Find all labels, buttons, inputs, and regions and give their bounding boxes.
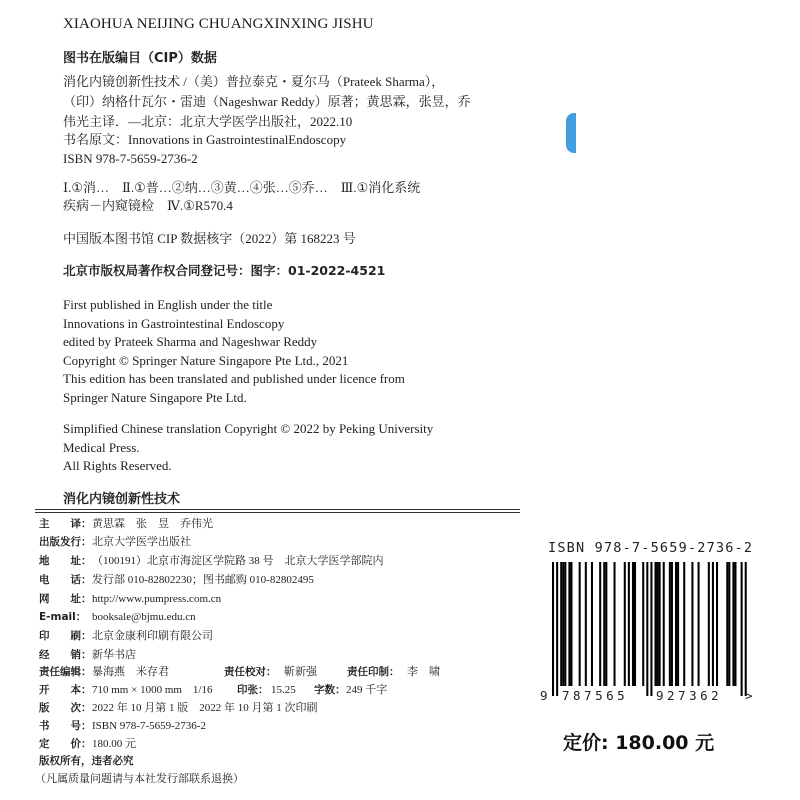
translation-line: All Rights Reserved. (63, 458, 172, 473)
page-edge-tab (566, 113, 576, 153)
translation-line: Medical Press. (63, 439, 140, 455)
barcode-bar (683, 562, 685, 686)
barcode-bar (745, 562, 747, 696)
isbn-barcode (540, 540, 755, 715)
barcode-bar (624, 562, 626, 686)
cip-heading: 图书在版编目（CIP）数据 (63, 51, 217, 66)
barcode-bar (634, 562, 636, 686)
barcode-bar (698, 562, 700, 686)
pub-notice-row: （凡属质量问题请与本社发行部联系退换） (35, 773, 244, 785)
barcode-bar (691, 562, 693, 686)
barcode-bar (677, 562, 679, 686)
english-copyright-block (63, 296, 405, 407)
english-line: This edition has been translated and published under licence from (63, 371, 405, 386)
barcode-bar (579, 562, 581, 686)
barcode-isbn-text: ISBN 978-7-5659-2736-2 (548, 540, 754, 556)
english-line: Springer Nature Singapore Pte Ltd. (63, 389, 247, 405)
translation-line: Simplified Chinese translation Copyright © 2022 by Peking University (63, 421, 434, 436)
barcode-bar (732, 562, 734, 686)
barcode-bar (726, 562, 728, 686)
english-line: Innovations in Gastrointestinal Endoscopy (63, 315, 285, 331)
barcode-bar (712, 562, 714, 686)
barcode-bar (657, 562, 659, 686)
barcode-bars (540, 562, 755, 696)
english-line: First published in English under the title (63, 297, 273, 312)
barcode-bar (570, 562, 572, 686)
barcode-bar (669, 562, 671, 686)
barcode-bar (568, 562, 570, 686)
cip-isbn: ISBN 978-7-5659-2736-2 (63, 151, 198, 166)
barcode-arrow: > (745, 688, 753, 703)
barcode-bar (650, 562, 652, 696)
barcode-bar (708, 562, 710, 686)
pinyin-title: XIAOHUA NEIJING CHUANGXINXING JISHU (63, 16, 374, 32)
copyright-registration: 北京市版权局著作权合同登记号：图字：01-2022-4521 (63, 263, 386, 278)
barcode-bar (659, 562, 661, 686)
barcode-bar (628, 562, 630, 686)
barcode-bar (646, 562, 648, 696)
barcode-bar (599, 562, 601, 686)
barcode-left-group: 787565 (562, 688, 629, 703)
cip-original-title: 书名原文：Innovations in GastrointestinalEndoscopy (63, 132, 347, 147)
english-line: edited by Prateek Sharma and Nageshwar Reddy (63, 334, 318, 349)
cip-line-3: 伟光主译．—北京：北京大学医学出版社，2022.10 (63, 114, 353, 129)
cip-subject-line-1: Ⅰ.①消… Ⅱ.①普…②纳…③黄…④张…⑤乔… Ⅲ.①消化系统 (63, 180, 421, 195)
cip-subject-line-2: 疾病－内窥镜检 Ⅳ.①R570.4 (63, 198, 233, 213)
barcode-first-digit: 9 (540, 688, 548, 703)
barcode-bar (671, 562, 673, 686)
barcode-bar (585, 562, 587, 686)
barcode-bar (734, 562, 736, 686)
cip-line-1: 消化内镜创新性技术 /（美）普拉泰克・夏尔马（Prateek Sharma）， (63, 74, 445, 89)
barcode-bar (663, 562, 665, 686)
library-cip-note: 中国版本图书馆 CIP 数据核字（2022）第 168223 号 (63, 231, 356, 246)
english-line: Copyright © Springer Nature Singapore Pte Ltd., 2021 (63, 352, 349, 368)
barcode-bar (632, 562, 634, 686)
barcode-right-group: 927362 (656, 688, 723, 703)
barcode-bar (675, 562, 677, 686)
title-rule-top (35, 509, 520, 510)
barcode-bar (562, 562, 564, 686)
title-rule-bottom (35, 512, 520, 513)
cip-line-2: （印）纳格什瓦尔・雷迪（Nageshwar Reddy）原著；黄思霖，张昱，乔 (63, 94, 471, 109)
book-title: 消化内镜创新性技术 (63, 492, 181, 507)
barcode-bar (591, 562, 593, 686)
pub-rights-row: 版权所有，违者必究 (39, 755, 134, 767)
barcode-bar (560, 562, 562, 686)
price-tag: 定价: 180.00 元 (563, 732, 715, 754)
translation-copyright-block (63, 420, 433, 476)
barcode-bar (614, 562, 616, 686)
barcode-bar (728, 562, 730, 686)
barcode-bar (741, 562, 743, 696)
barcode-bar (642, 562, 644, 686)
barcode-bar (655, 562, 657, 686)
barcode-bar (556, 562, 558, 696)
barcode-bar (552, 562, 554, 696)
barcode-bar (716, 562, 718, 686)
barcode-bar (564, 562, 566, 686)
barcode-bar (605, 562, 607, 686)
barcode-bar (603, 562, 605, 686)
